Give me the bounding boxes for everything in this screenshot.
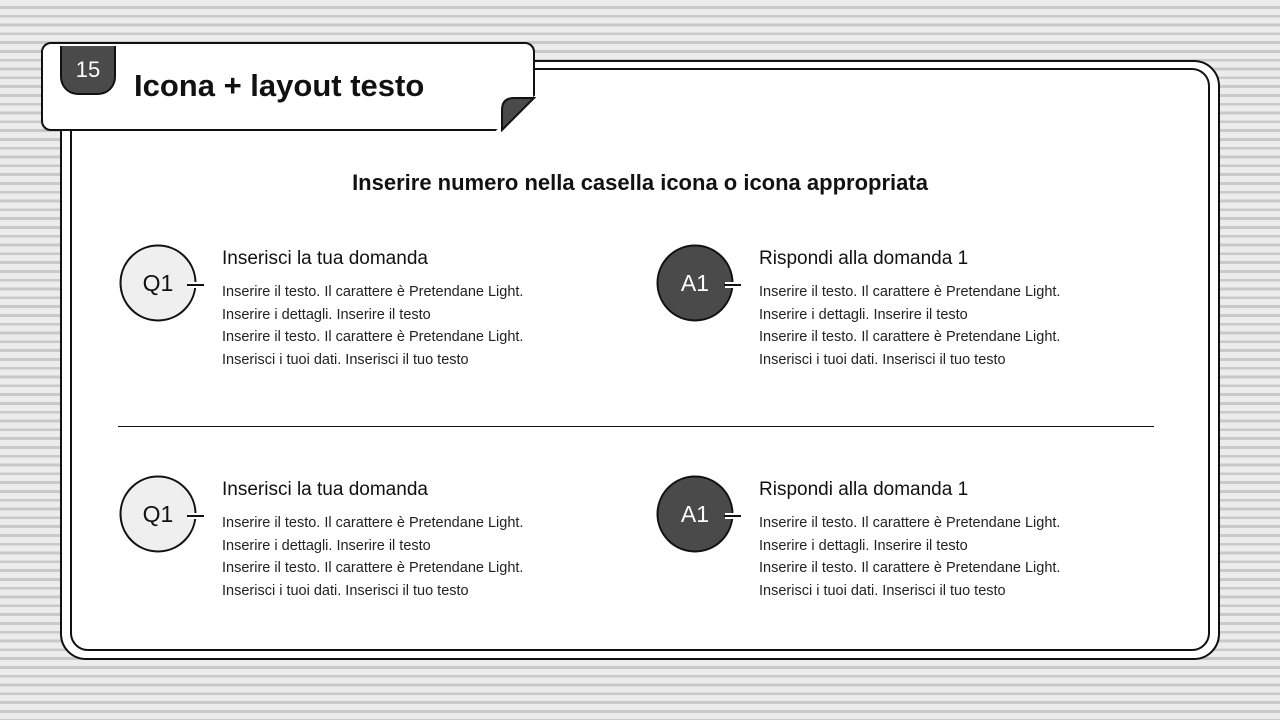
body-line: Inserire il testo. Il carattere è Pretendane Light. (759, 329, 1061, 346)
divider (118, 426, 1154, 427)
body-line: Inserire il testo. Il carattere è Pretendane Light. (759, 515, 1061, 531)
icon-label: Q1 (142, 269, 174, 296)
icon-label: A1 (680, 500, 710, 527)
body-line: Inserisci i tuoi dati. Inserisci il tuo testo (759, 583, 1006, 600)
body-line: Inserire i dettagli. Inserire il testo (759, 306, 968, 323)
body-line: Inserire i dettagli. Inserire il testo (222, 537, 431, 554)
question-item (119, 244, 599, 374)
item-heading: Rispondi alla domanda 1 (759, 248, 969, 269)
item-heading: Rispondi alla domanda 1 (759, 479, 969, 500)
answer-item (656, 475, 1136, 605)
icon-label: A1 (680, 269, 710, 296)
body-line: Inserire il testo. Il carattere è Pretendane Light. (222, 284, 524, 300)
item-heading: Inserisci la tua domanda (222, 479, 428, 500)
body-line: Inserire i dettagli. Inserire il testo (222, 306, 431, 323)
body-line: Inserisci i tuoi dati. Inserisci il tuo testo (222, 352, 469, 369)
body-line: Inserire il testo. Il carattere è Pretendane Light. (222, 515, 524, 531)
answer-item (656, 244, 1136, 374)
page-fold-icon (500, 96, 536, 132)
item-heading: Inserisci la tua domanda (222, 248, 428, 269)
icon-label: Q1 (142, 500, 174, 527)
body-line: Inserire il testo. Il carattere è Pretendane Light. (759, 560, 1061, 577)
body-line: Inserire il testo. Il carattere è Pretendane Light. (222, 329, 524, 346)
body-line: Inserire i dettagli. Inserire il testo (759, 537, 968, 554)
body-line: Inserisci i tuoi dati. Inserisci il tuo testo (759, 352, 1006, 369)
question-item (119, 475, 599, 605)
body-line: Inserire il testo. Il carattere è Pretendane Light. (222, 560, 524, 577)
body-line: Inserisci i tuoi dati. Inserisci il tuo testo (222, 583, 469, 600)
slide-number-badge: 15 (60, 46, 116, 95)
page-title: Icona + layout testo (134, 68, 425, 103)
subtitle: Inserire numero nella casella icona o icona appropriata (352, 170, 928, 195)
body-line: Inserire il testo. Il carattere è Pretendane Light. (759, 284, 1061, 300)
